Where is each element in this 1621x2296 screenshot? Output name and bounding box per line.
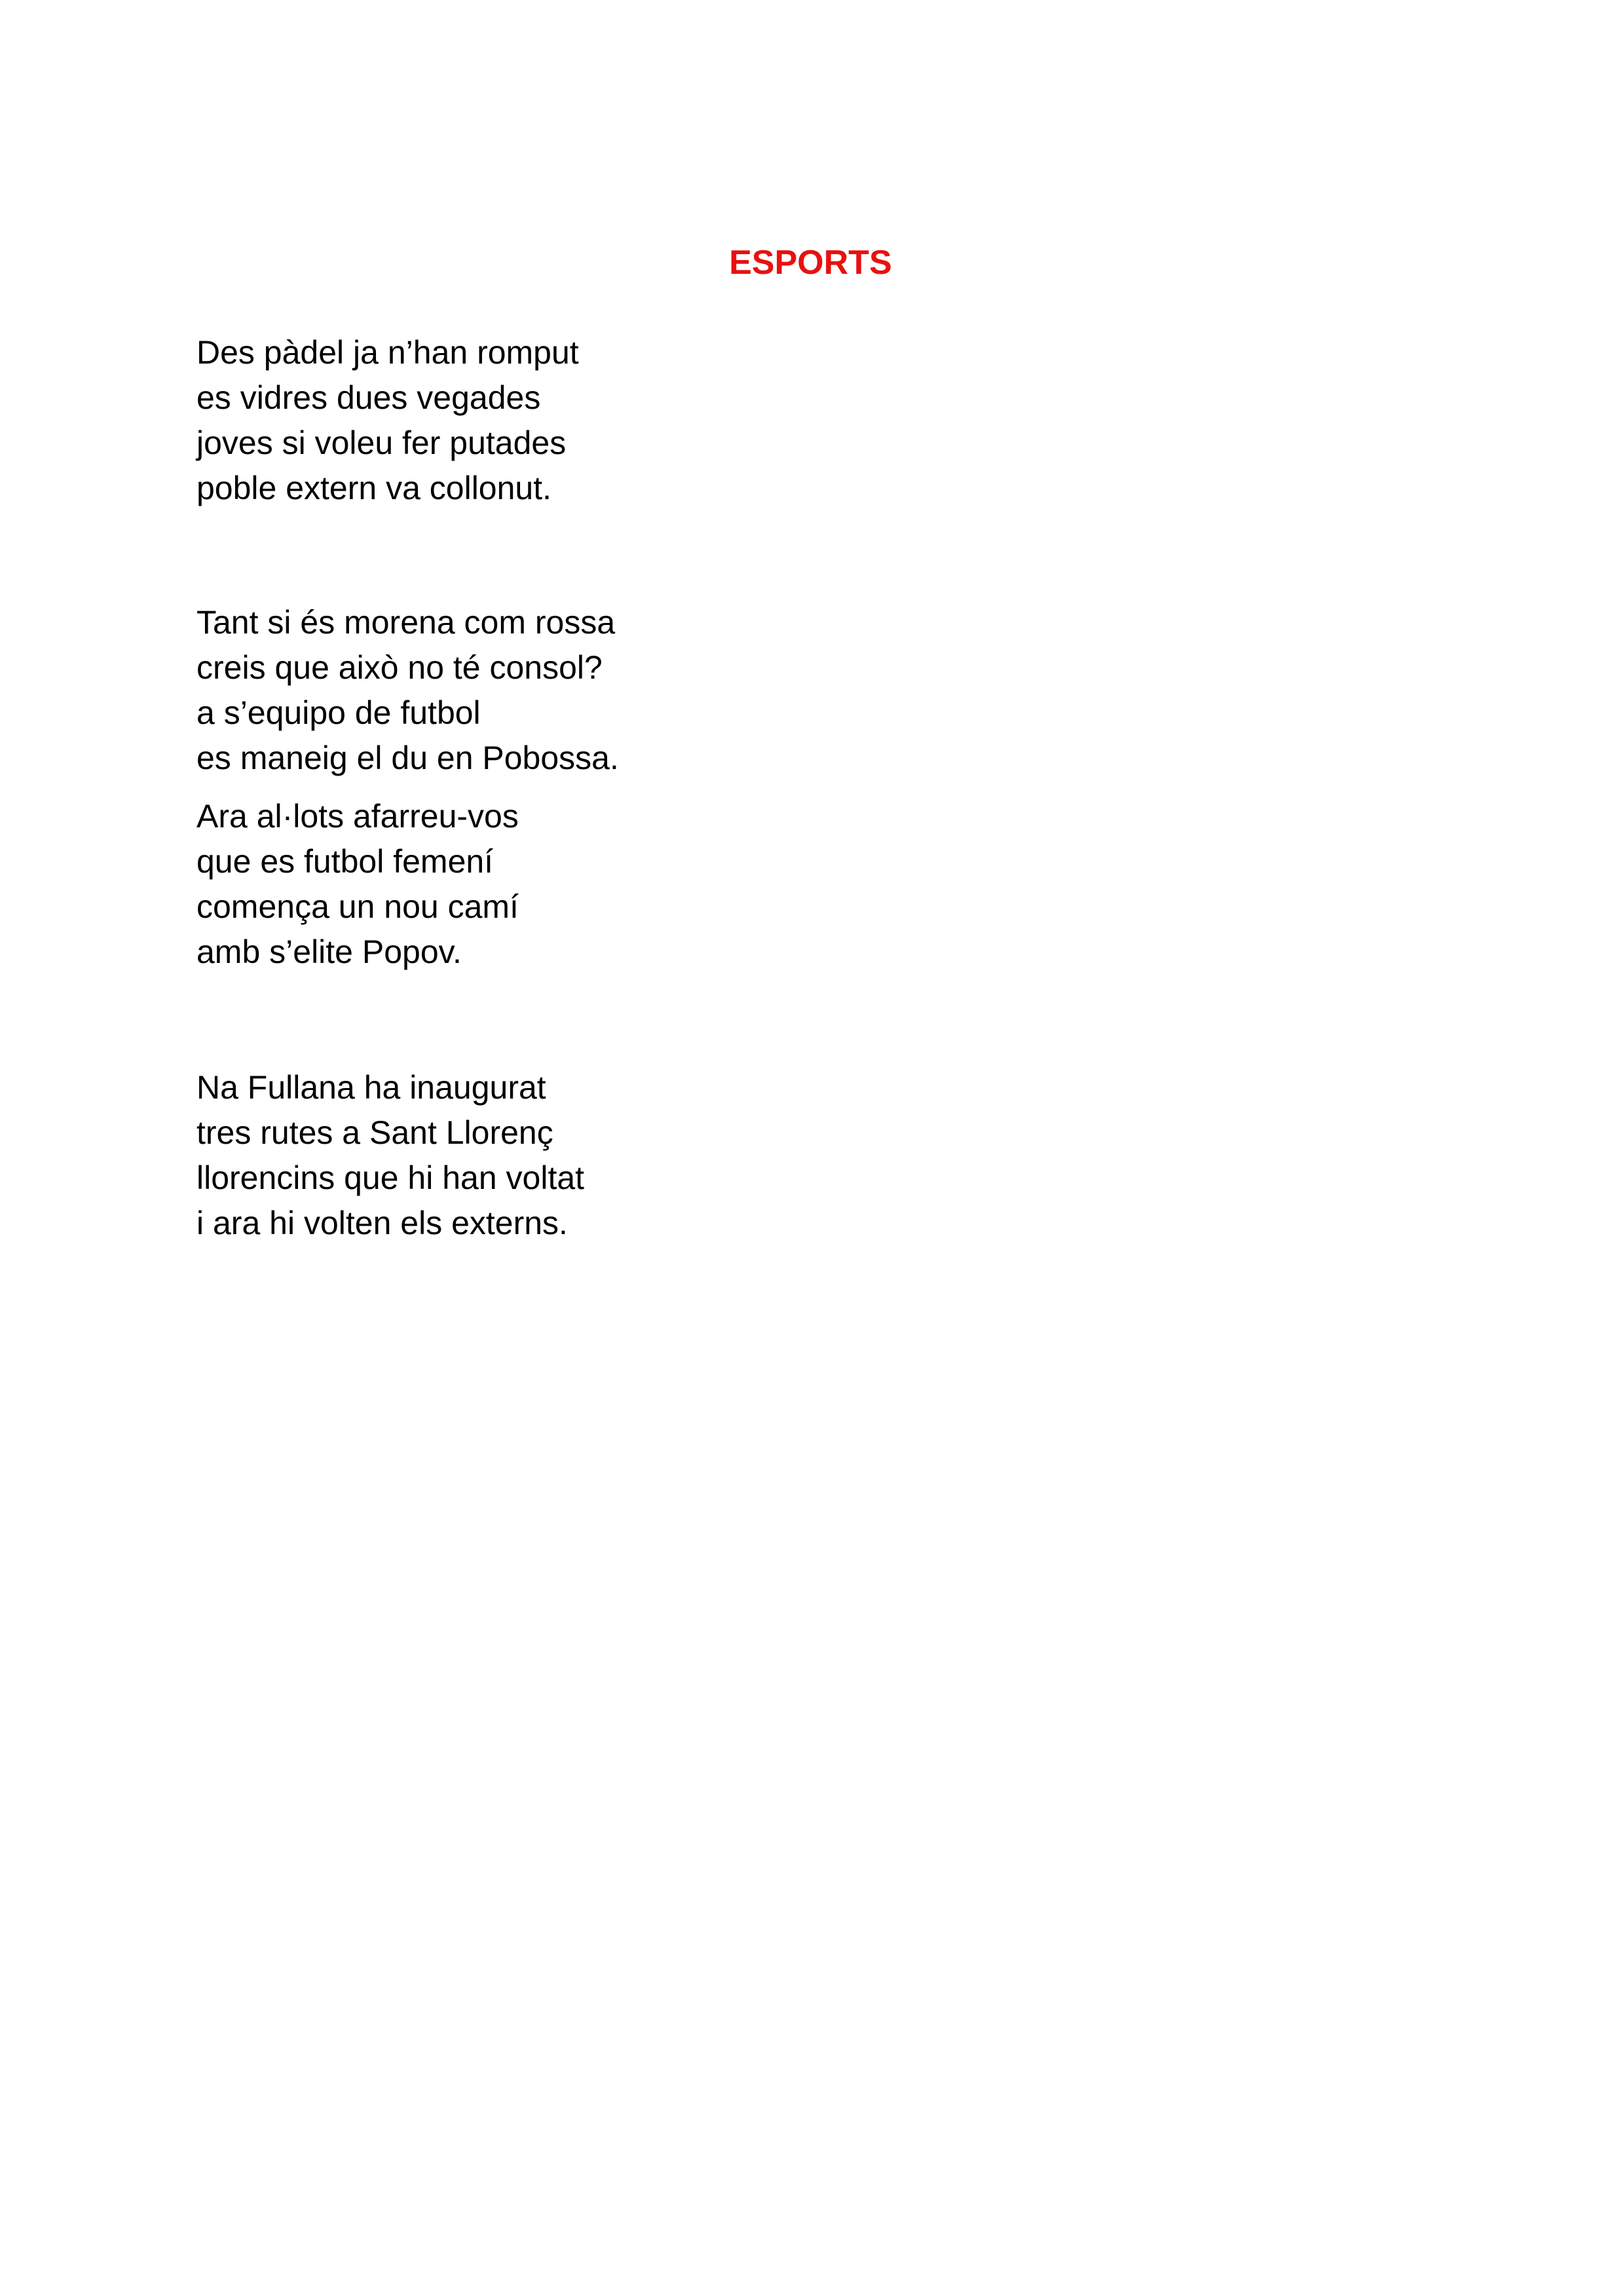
verse-line: Des pàdel ja n’han romput xyxy=(196,334,579,371)
verse-line: amb s’elite Popov. xyxy=(196,933,462,970)
verse-line: Tant si és morena com rossa xyxy=(196,604,616,641)
verse-line: Ara al·lots afarreu-vos xyxy=(196,798,519,835)
stanza-4 xyxy=(196,1065,584,1246)
verse-line: llorencins que hi han voltat xyxy=(196,1159,585,1196)
page-title: ESPORTS xyxy=(729,244,892,282)
verse-line: i ara hi volten els externs. xyxy=(196,1205,568,1241)
verse-line: creis que això no té consol? xyxy=(196,649,603,686)
verse-line: Na Fullana ha inaugurat xyxy=(196,1069,546,1106)
verse-line: que es futbol femení xyxy=(196,843,494,880)
verse-line: comença un nou camí xyxy=(196,888,519,925)
stanza-3 xyxy=(196,794,519,975)
verse-line: es vidres dues vegades xyxy=(196,379,541,416)
verse-line: poble extern va collonut. xyxy=(196,470,552,506)
stanza-2 xyxy=(196,600,619,781)
verse-line: tres rutes a Sant Llorenç xyxy=(196,1114,553,1151)
verse-line: a s’equipo de futbol xyxy=(196,694,481,731)
verse-line: joves si voleu fer putades xyxy=(196,424,567,461)
verse-line: es maneig el du en Pobossa. xyxy=(196,740,619,776)
stanza-1 xyxy=(196,330,579,511)
